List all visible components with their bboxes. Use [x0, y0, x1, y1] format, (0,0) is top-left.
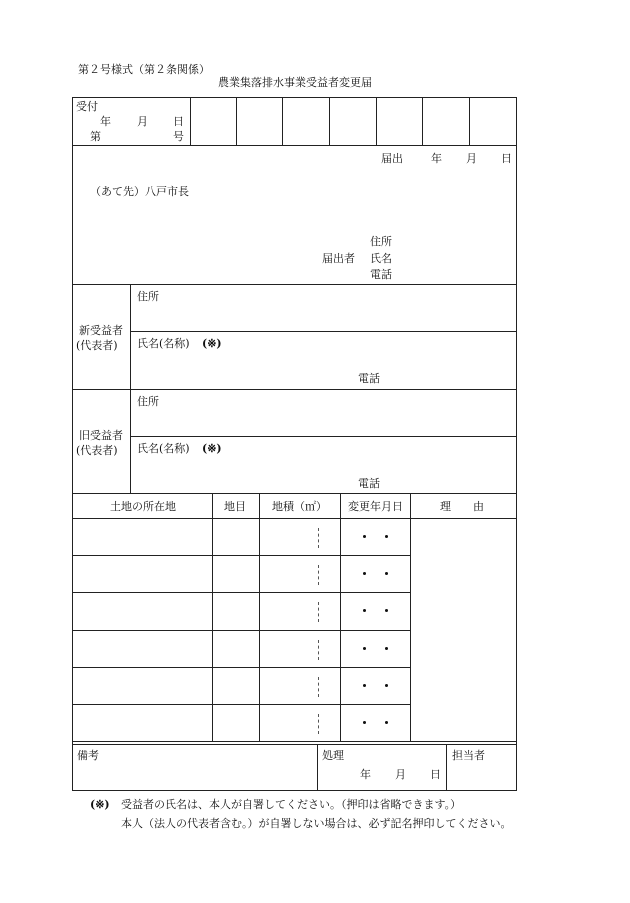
person-in-charge-label: 担当者: [452, 749, 485, 762]
land-header-bottom-line: [72, 518, 517, 519]
reporter-phone-label: 電話: [370, 268, 392, 281]
addressee: （あて先）八戸市長: [90, 185, 189, 198]
area-decimal-divider: [318, 565, 319, 585]
land-header-location: 土地の所在地: [110, 500, 176, 513]
reporter-name-label: 氏名: [370, 252, 392, 265]
land-row-line: [72, 555, 411, 556]
new-beneficiary-phone-label: 電話: [358, 372, 380, 385]
land-row-line: [72, 630, 411, 631]
reception-label: 受付: [76, 100, 98, 113]
grid-col-6: [469, 97, 470, 145]
notification-day: 日: [501, 152, 512, 165]
land-header-area: 地積（㎡）: [272, 500, 327, 513]
new-beneficiary-name-label: 氏名(名称): [137, 337, 190, 350]
old-beneficiary-mark: (※): [202, 442, 222, 455]
note-mark: (※): [90, 798, 110, 811]
footer-double-line-bottom: [72, 744, 517, 745]
processing-month: 月: [395, 768, 406, 781]
form-title: 農業集落排水事業受益者変更届: [218, 76, 372, 89]
old-beneficiary-phone-label: 電話: [358, 477, 380, 490]
date-separator-dot: [363, 647, 366, 650]
frame-left-line: [72, 97, 73, 790]
date-separator-dot: [385, 535, 388, 538]
date-separator-dot: [363, 721, 366, 724]
old-beneficiary-label-2: (代表者): [76, 444, 118, 457]
date-separator-dot: [363, 572, 366, 575]
new-beneficiary-label-1: 新受益者: [79, 324, 123, 337]
date-separator-dot: [363, 535, 366, 538]
area-decimal-divider: [318, 714, 319, 734]
land-header-reason: 理 由: [440, 500, 484, 513]
area-decimal-divider: [318, 640, 319, 660]
notification-date-label: 届出: [381, 152, 403, 165]
reception-month: 月: [137, 115, 148, 128]
grid-col-2: [282, 97, 283, 145]
new-beneficiary-label-2: (代表者): [76, 339, 118, 352]
reception-divider: [190, 97, 191, 145]
old-beneficiary-name-label: 氏名(名称): [137, 442, 190, 455]
land-row-line: [72, 667, 411, 668]
old-beneficiary-address-label: 住所: [137, 395, 159, 408]
grid-col-1: [236, 97, 237, 145]
old-beneficiary-mid-line: [130, 436, 517, 437]
reception-year: 年: [100, 115, 111, 128]
land-row-line: [72, 704, 411, 705]
land-header-category: 地目: [224, 500, 246, 513]
land-header-change-date: 変更年月日: [348, 500, 403, 513]
area-decimal-divider: [318, 528, 319, 548]
footer-double-line-top: [72, 741, 517, 742]
reporter-address-label: 住所: [370, 235, 392, 248]
old-beneficiary-bottom-line: [72, 493, 517, 494]
note-line-1: 受益者の氏名は、本人が自署してください。（押印は省略できます。）: [121, 798, 462, 811]
frame-top-line: [72, 97, 517, 98]
grid-col-4: [376, 97, 377, 145]
processing-day: 日: [430, 768, 441, 781]
date-separator-dot: [385, 647, 388, 650]
footer-divider-2: [446, 744, 447, 790]
processing-year: 年: [360, 768, 371, 781]
new-beneficiary-address-label: 住所: [137, 290, 159, 303]
date-separator-dot: [385, 572, 388, 575]
new-beneficiary-bottom-line: [72, 389, 517, 390]
notification-year: 年: [431, 152, 442, 165]
notification-bottom-line: [72, 284, 517, 285]
area-decimal-divider: [318, 677, 319, 697]
date-separator-dot: [363, 609, 366, 612]
date-separator-dot: [363, 684, 366, 687]
land-row-line: [72, 592, 411, 593]
frame-right-line: [516, 97, 517, 790]
note-line-2: 本人（法人の代表者含む。）が自署しない場合は、必ず記名押印してください。: [121, 817, 512, 830]
processing-label: 処理: [322, 749, 344, 762]
form-number-label: 第２号様式（第２条関係）: [78, 63, 210, 76]
reception-day: 日: [173, 115, 184, 128]
reception-bottom-line: [72, 145, 517, 146]
grid-col-5: [422, 97, 423, 145]
area-decimal-divider: [318, 602, 319, 622]
new-beneficiary-mid-line: [130, 331, 517, 332]
date-separator-dot: [385, 609, 388, 612]
reporter-label: 届出者: [322, 252, 355, 265]
reception-no-prefix: 第: [90, 130, 101, 143]
date-separator-dot: [385, 684, 388, 687]
new-beneficiary-mark: (※): [202, 337, 222, 350]
frame-bottom-line: [72, 790, 517, 791]
old-beneficiary-label-1: 旧受益者: [79, 429, 123, 442]
remarks-label: 備考: [77, 749, 99, 762]
footer-divider-1: [317, 744, 318, 790]
date-separator-dot: [385, 721, 388, 724]
grid-col-3: [329, 97, 330, 145]
reception-no-suffix: 号: [173, 130, 184, 143]
notification-month: 月: [466, 152, 477, 165]
